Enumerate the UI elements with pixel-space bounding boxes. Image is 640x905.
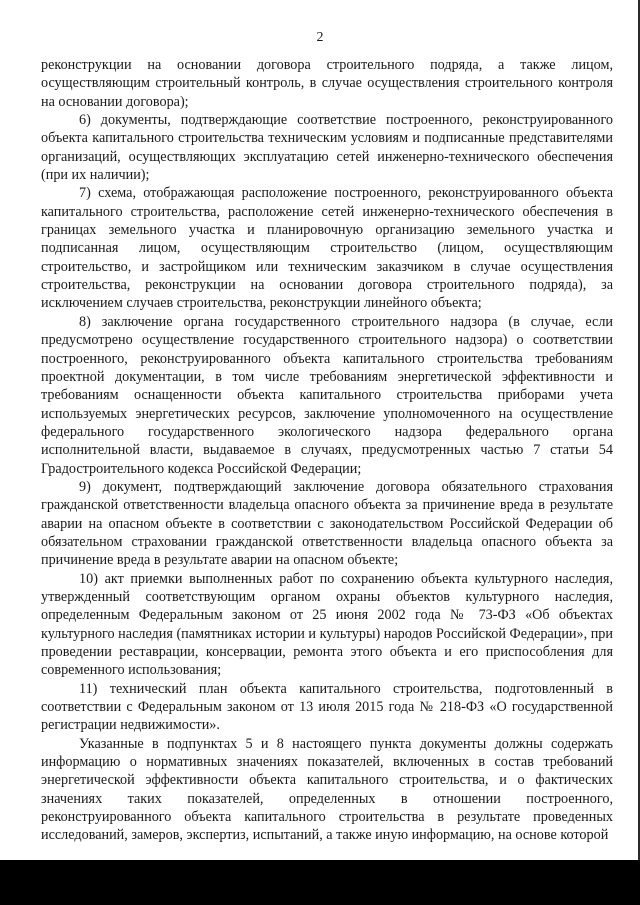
document-body	[41, 56, 613, 845]
paragraph-item-7: 7) схема, отображающая расположение построенного, реконструированного объекта капитального строительства, расположение сетей инженерно-технического обеспечения в границах земельного участка и планировочную организацию земельного участка и подписанная лицом, осуществляющим строительство (лицом, осуществляющим строительство, и застройщиком или техническим заказчиком в случае осуществления строительства, реконструкции на основании договора строительного подряда), за исключением случаев строительства, реконструкции линейного объекта;	[41, 185, 613, 312]
paragraph-continuation: реконструкции на основании договора строительного подряда, а также лицом, осуществляющим строительный контроль, в случае осуществления строительного контроля на основании договора);	[41, 57, 613, 110]
paragraph-item-11: 11) технический план объекта капитального строительства, подготовленный в соответствии с Федеральным законом от 13 июля 2015 года № 218-ФЗ «О государственной регистрации недвижимости».	[41, 680, 613, 734]
paragraph-item-9: 9) документ, подтверждающий заключение договора обязательного страхования гражданской ответственности владельца опасного объекта за причинение вреда в результате аварии на опасном объекте в соответствии с законодательством Российской Федерации об обязательном страховании гражданской ответственности владельца опасного объекта за причинение вреда в результате аварии на опасном объекте;	[41, 478, 613, 569]
scan-bottom-band	[0, 860, 640, 905]
paragraph-item-10: 10) акт приемки выполненных работ по сохранению объекта культурного наследия, утвержденный соответствующим органом охраны объектов культурного наследия, определенным Федеральным законом от 25 июня 2002 года № 73-ФЗ «Об объектах культурного наследия (памятниках истории и культуры) народов Российской Федерации», при проведении реставрации, консервации, ремонта этого объекта и его приспособления для современного использования;	[41, 570, 613, 679]
paragraph-item-6: 6) документы, подтверждающие соответствие построенного, реконструированного объекта капитального строительства техническим условиям и подписанные представителями организаций, осуществляющих эксплуатацию сетей инженерно-технического обеспечения (при их наличии);	[41, 112, 613, 184]
page-number: 2	[316, 30, 324, 45]
paragraph-item-8: 8) заключение органа государственного строительного надзора (в случае, если предусмотрено осуществление государственного строительного надзора) о соответствии построенного, реконструированного объекта капитального строительства требованиям проектной документации, в том числе требованиям энергетической эффективности и требованиям оснащенности объекта капитального строительства приборами учета используемых энергетических ресурсов, заключение уполномоченного на осуществление федерального государственного экологического надзора федерального органа исполнительной власти, выдаваемое в случаях, предусмотренных частью 7 статьи 54 Градостроительного кодекса Российской Федерации;	[41, 313, 613, 477]
paragraph-closing: Указанные в подпунктах 5 и 8 настоящего пункта документы должны содержать информацию о нормативных значениях показателей, включенных в состав требований энергетической эффективности объекта капитального строительства, и о фактических значениях таких показателей, определенных в отношении построенного, реконструированного объекта капитального строительства в результате проведенных исследований, замеров, экспертиз, испытаний, а также иную информацию, на основе которой	[41, 735, 613, 844]
